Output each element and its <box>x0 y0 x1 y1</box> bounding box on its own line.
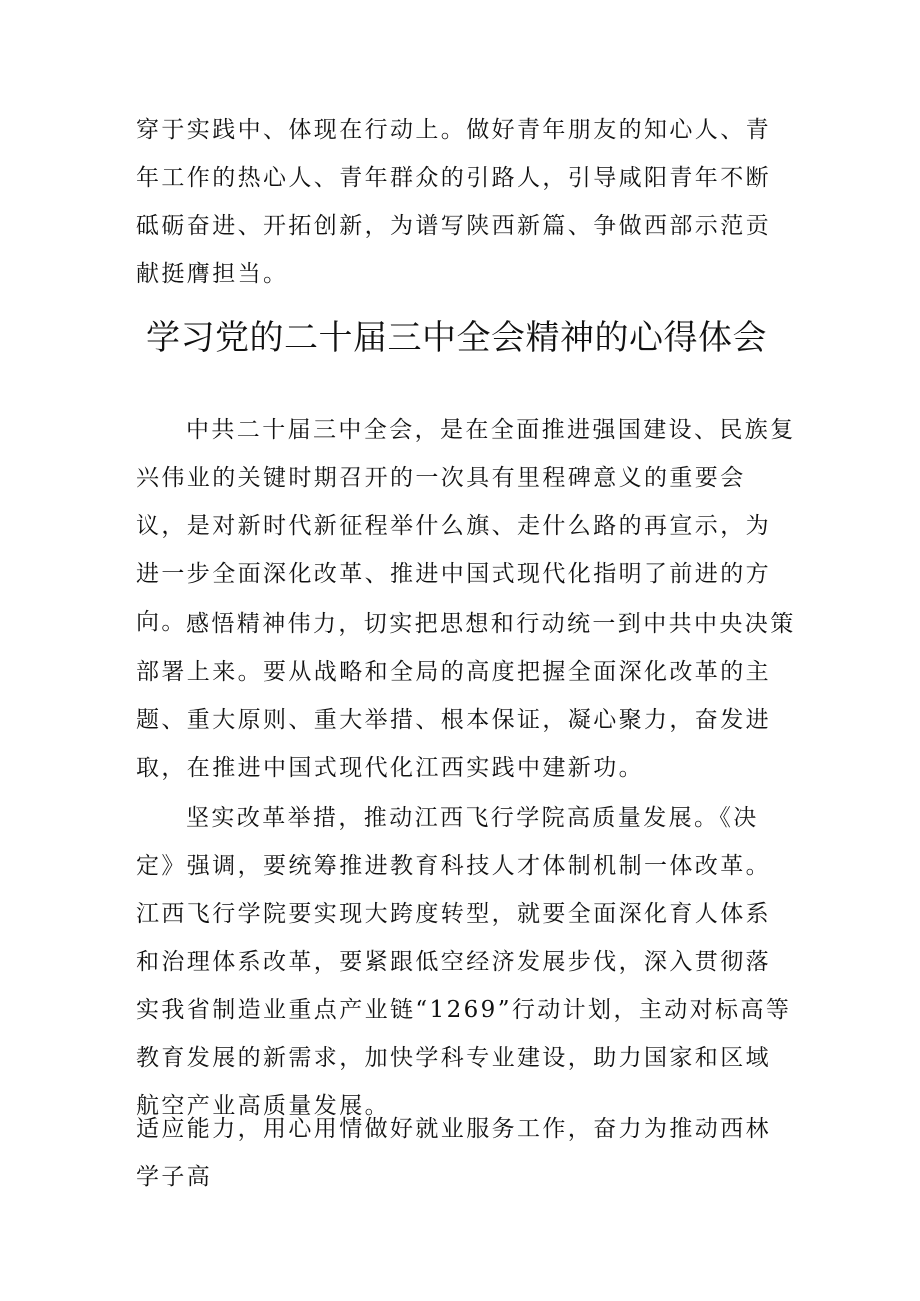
body-paragraph-3: 坚实改革举措，推动江西飞行学院高质量发展。《决定》强调，要统筹推进教育科技人才体制机制一体改革。江西飞行学院要实现大跨度转型，就要全面深化育人体系和治理体系改革，要紧跟低空经济发展步伐，深入贯彻落实我省制造业重点产业链“1269”行动计划，主动对标高等教育发展的新需求，加快学科专业建设，助力国家和区域航空产业高质量发展。 <box>136 805 792 1119</box>
article-title: 学习党的二十届三中全会精神的心得体会 <box>146 318 767 358</box>
bottom-fragment-paragraph: 适应能力，用心用情做好就业服务工作，奋力为推动西林学子高 <box>136 1116 771 1190</box>
body-paragraph-2: 感悟精神伟力，切实把思想和行动统一到中共中央决策部署上来。要从战略和全局的高度把握全面深化改革的主题、重大原则、重大举措、根本保证，凝心聚力，奋发进取，在推进中国式现代化江西实践中建新功。 <box>136 611 796 781</box>
body-paragraph-1: 中共二十届三中全会，是在全面推进强国建设、民族复兴伟业的关键时期召开的一次具有里程碑意义的重要会议，是对新时代新征程举什么旗、走什么路的再宣示，为进一步全面深化改革、推进中国式现代化指明了前进的方向。 <box>136 417 796 635</box>
carryover-paragraph: 穿于实践中、体现在行动上。做好青年朋友的知心人、青年工作的热心人、青年群众的引路人，引导咸阳青年不断砥砺奋进、开拓创新，为谱写陕西新篇、争做西部示范贡献挺膺担当。 <box>136 117 771 287</box>
